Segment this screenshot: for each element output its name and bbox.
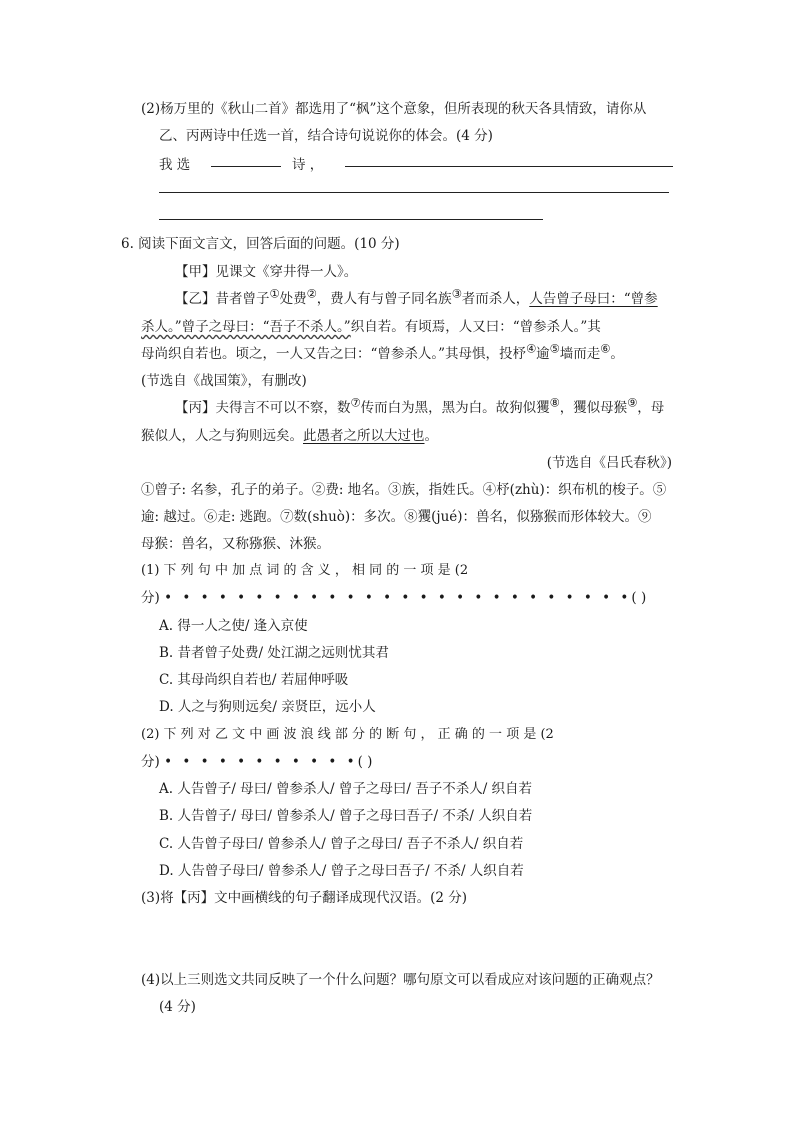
note-ref-7: ⑦	[350, 396, 361, 410]
q2-answer-prefix: 我 选	[159, 157, 191, 173]
passage-jia: 【甲】见课文《穿井得一人》。	[175, 264, 358, 280]
sub2-stem-line2: 分) • • • • • • • • • • •( )	[141, 754, 373, 770]
note-ref-3: ③	[451, 287, 462, 301]
sub2-option-b[interactable]: B. 人告曾子/ 母曰/ 曾参杀人/ 曾子之母曰吾子/ 不杀/ 人织自若	[159, 808, 533, 824]
sub1-answer-paren[interactable]: ( )	[631, 590, 647, 606]
sub2-answer-paren[interactable]: ( )	[357, 754, 373, 770]
wavy-underlined-text-2: 杀人。”曾子之母曰：“吾子不杀人。”	[141, 319, 351, 335]
q2-answer-blank-1[interactable]	[345, 166, 673, 167]
note-ref-2: ②	[306, 287, 317, 301]
sub1-dots: • • • • • • • • • • • • • • • • • • • • • • • • • •	[164, 590, 632, 606]
passage-yi-line1: 【乙】昔者曾子①处费②，费人有与曾子同名族③者而杀人，人告曾子母曰：“曾参	[175, 287, 658, 307]
q2-poem-choice-blank[interactable]	[211, 166, 281, 167]
passage-yi-line2: 杀人。”曾子之母曰：“吾子不杀人。”织自若。有顷焉，人又曰：“曾参杀人。”其	[141, 319, 601, 335]
sub3-stem: (3)将【丙】文中画横线的句子翻译成现代汉语。(2 分)	[141, 890, 468, 906]
sub2-stem-line1: (2) 下 列 对 乙 文 中 画 波 浪 线 部 分 的 断 句 ， 正 确 的 一 项 是 (2	[141, 727, 554, 742]
passage-bing-source: (节选自《吕氏春秋》)	[546, 455, 672, 471]
q2-answer-blank-3[interactable]	[159, 219, 543, 220]
notes-line2: 逾: 越过。⑥走: 逃跑。⑦数(shuò)：多次。⑧玃(jué)：兽名，似猕猴而形体较大。⑨	[141, 509, 652, 525]
passage-yi-source: (节选自《战国策》，有删改)	[141, 373, 307, 389]
underlined-sentence: 此愚者之所以大过也	[303, 428, 425, 444]
sub1-option-b[interactable]: B. 昔者曾子处费/ 处江湖之远则忧其君	[159, 645, 389, 661]
sub2-dots: • • • • • • • • • • •	[164, 754, 358, 770]
note-ref-1: ①	[269, 287, 280, 301]
sub4-stem-line1: (4)以上三则选文共同反映了一个什么问题？哪句原文可以看成应对该问题的正确观点？	[141, 972, 660, 988]
note-ref-5: ⑤	[549, 342, 560, 356]
passage-yi-line3: 母尚织自若也。顷之，一人又告之曰：“曾参杀人。”其母惧，投杼④逾⑤墙而走⑥。	[141, 342, 624, 362]
q2-prompt-line1: (2)杨万里的《秋山二首》都选用了“枫”这个意象，但所表现的秋天各具情致，请你从	[141, 101, 647, 117]
sub1-stem-line2: 分) • • • • • • • • • • • • • • • • • • • • • • • • • •( )	[141, 590, 647, 606]
note-ref-6: ⑥	[600, 342, 611, 356]
notes-line3: 母猴：兽名，又称猕猴、沐猴。	[141, 536, 330, 552]
passage-bing-line2: 猴似人，人之与狗则远矣。此愚者之所以大过也。	[141, 428, 438, 444]
q2-prompt-line2: 乙、丙两诗中任选一首，结合诗句说说你的体会。(4 分)	[159, 128, 493, 144]
sub2-option-d[interactable]: D. 人告曾子母曰/ 曾参杀人/ 曾子之母曰吾子/ 不杀/ 人织自若	[159, 863, 524, 879]
passage-bing-line1: 【丙】夫得言不可以不察，数⑦传而白为黑，黑为白。故狗似玃⑧，玃似母猴⑨，母	[175, 396, 665, 416]
note-ref-9: ⑨	[627, 396, 638, 410]
sub1-stem-line1: (1) 下 列 句 中 加 点 词 的 含 义 ， 相 同 的 一 项 是 (2	[141, 563, 469, 578]
q2-answer-mid: 诗 ，	[292, 157, 324, 173]
sub2-option-c[interactable]: C. 人告曾子母曰/ 曾参杀人/ 曾子之母曰/ 吾子不杀人/ 织自若	[159, 836, 524, 852]
sub4-stem-line2: (4 分)	[159, 999, 196, 1015]
sub2-option-a[interactable]: A. 人告曾子/ 母曰/ 曾参杀人/ 曾子之母曰/ 吾子不杀人/ 织自若	[159, 781, 533, 797]
sub1-option-c[interactable]: C. 其母尚织自若也/ 若屈伸呼吸	[159, 672, 349, 688]
q2-answer-blank-2[interactable]	[159, 192, 669, 193]
note-ref-4: ④	[526, 342, 537, 356]
wavy-underlined-text-1: 人告曾子母曰：“曾参	[529, 291, 658, 307]
note-ref-8: ⑧	[549, 396, 560, 410]
notes-line1: ①曾子: 名参，孔子的弟子。②费: 地名。③族，指姓氏。④杼(zhù)：织布机的梭子。⑤	[141, 482, 667, 498]
q6-heading: 6. 阅读下面文言文，回答后面的问题。(10 分)	[121, 236, 400, 252]
sub1-option-d[interactable]: D. 人之与狗则远矣/ 亲贤臣，远小人	[159, 699, 376, 715]
sub1-option-a[interactable]: A. 得一人之使/ 逢入京使	[159, 618, 308, 634]
